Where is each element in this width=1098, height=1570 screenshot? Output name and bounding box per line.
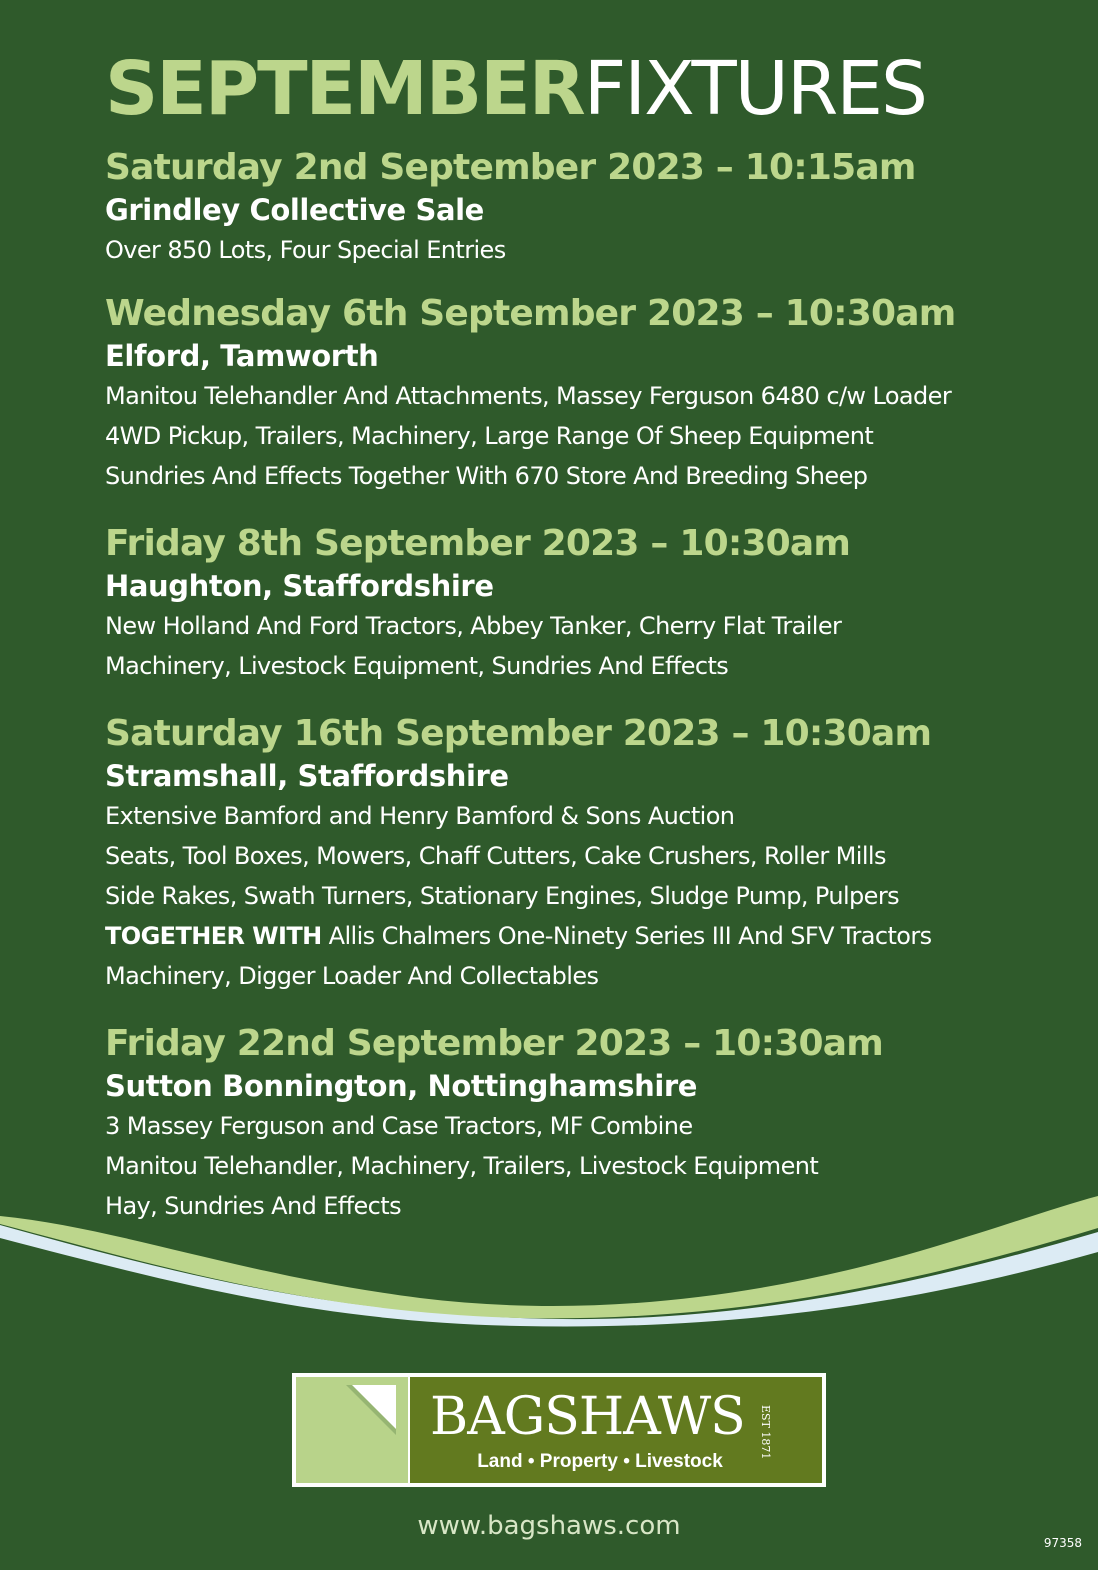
fixture-date: Saturday 2nd September 2023 – 10:15am xyxy=(105,147,916,188)
fixture-detail: Manitou Telehandler And Attachments, Massey Ferguson 6480 c/w Loader xyxy=(105,382,952,410)
fixture-venue: Elford, Tamworth xyxy=(105,339,379,373)
logo-tagline: Land • Property • Livestock xyxy=(477,1451,723,1472)
logo-panel xyxy=(410,1377,822,1483)
fixture-venue: Grindley Collective Sale xyxy=(105,193,484,227)
reference-number: 97358 xyxy=(1043,1536,1082,1550)
fixture-detail: Seats, Tool Boxes, Mowers, Chaff Cutters, Cake Crushers, Roller Mills xyxy=(105,842,886,870)
fixture-4 xyxy=(105,712,1065,996)
fixture-detail: Hay, Sundries And Effects xyxy=(105,1192,401,1220)
title-fixtures: FIXTURES xyxy=(583,46,926,132)
fixture-venue: Sutton Bonnington, Nottinghamshire xyxy=(105,1069,698,1103)
together-with-label: TOGETHER WITH xyxy=(105,922,322,950)
fixture-date: Friday 22nd September 2023 – 10:30am xyxy=(105,1023,883,1064)
fixture-detail: 3 Massey Ferguson and Case Tractors, MF Combine xyxy=(105,1112,693,1140)
fixture-detail-together-with xyxy=(105,916,1065,956)
fixture-2 xyxy=(105,292,1065,496)
fixture-detail: Machinery, Digger Loader And Collectables xyxy=(105,962,599,990)
fixture-detail: 4WD Pickup, Trailers, Machinery, Large Range Of Sheep Equipment xyxy=(105,422,874,450)
together-with-text: Allis Chalmers One-Ninety Series III And SFV Tractors xyxy=(321,922,932,950)
fixture-date: Saturday 16th September 2023 – 10:30am xyxy=(105,713,932,754)
logo-emblem xyxy=(296,1377,408,1483)
page-title xyxy=(105,46,926,132)
bagshaws-logo xyxy=(292,1373,826,1487)
fixture-detail: Sundries And Effects Together With 670 Store And Breeding Sheep xyxy=(105,462,868,490)
website-url: www.bagshaws.com xyxy=(417,1511,681,1541)
fixture-1 xyxy=(105,146,1065,270)
title-month: SEPTEMBER xyxy=(105,46,584,132)
fixture-venue: Stramshall, Staffordshire xyxy=(105,759,509,793)
fixture-detail: Machinery, Livestock Equipment, Sundries And Effects xyxy=(105,652,729,680)
corner-fold-icon xyxy=(296,1377,408,1483)
logo-established: EST 1871 xyxy=(759,1405,772,1460)
fixture-detail: New Holland And Ford Tractors, Abbey Tanker, Cherry Flat Trailer xyxy=(105,612,842,640)
fixture-detail: Manitou Telehandler, Machinery, Trailers, Livestock Equipment xyxy=(105,1152,819,1180)
decorative-waves xyxy=(0,1180,1098,1340)
fixture-date: Wednesday 6th September 2023 – 10:30am xyxy=(105,293,956,334)
fixture-date: Friday 8th September 2023 – 10:30am xyxy=(105,523,851,564)
fixture-detail: Extensive Bamford and Henry Bamford & Sons Auction xyxy=(105,802,735,830)
logo-wordmark: BAGSHAWS xyxy=(430,1387,745,1447)
fixture-detail: Side Rakes, Swath Turners, Stationary Engines, Sludge Pump, Pulpers xyxy=(105,882,900,910)
fixture-venue: Haughton, Staffordshire xyxy=(105,569,494,603)
fixture-3 xyxy=(105,522,1065,686)
fixture-detail: Over 850 Lots, Four Special Entries xyxy=(105,236,506,264)
light-green-wave xyxy=(0,1196,1098,1318)
